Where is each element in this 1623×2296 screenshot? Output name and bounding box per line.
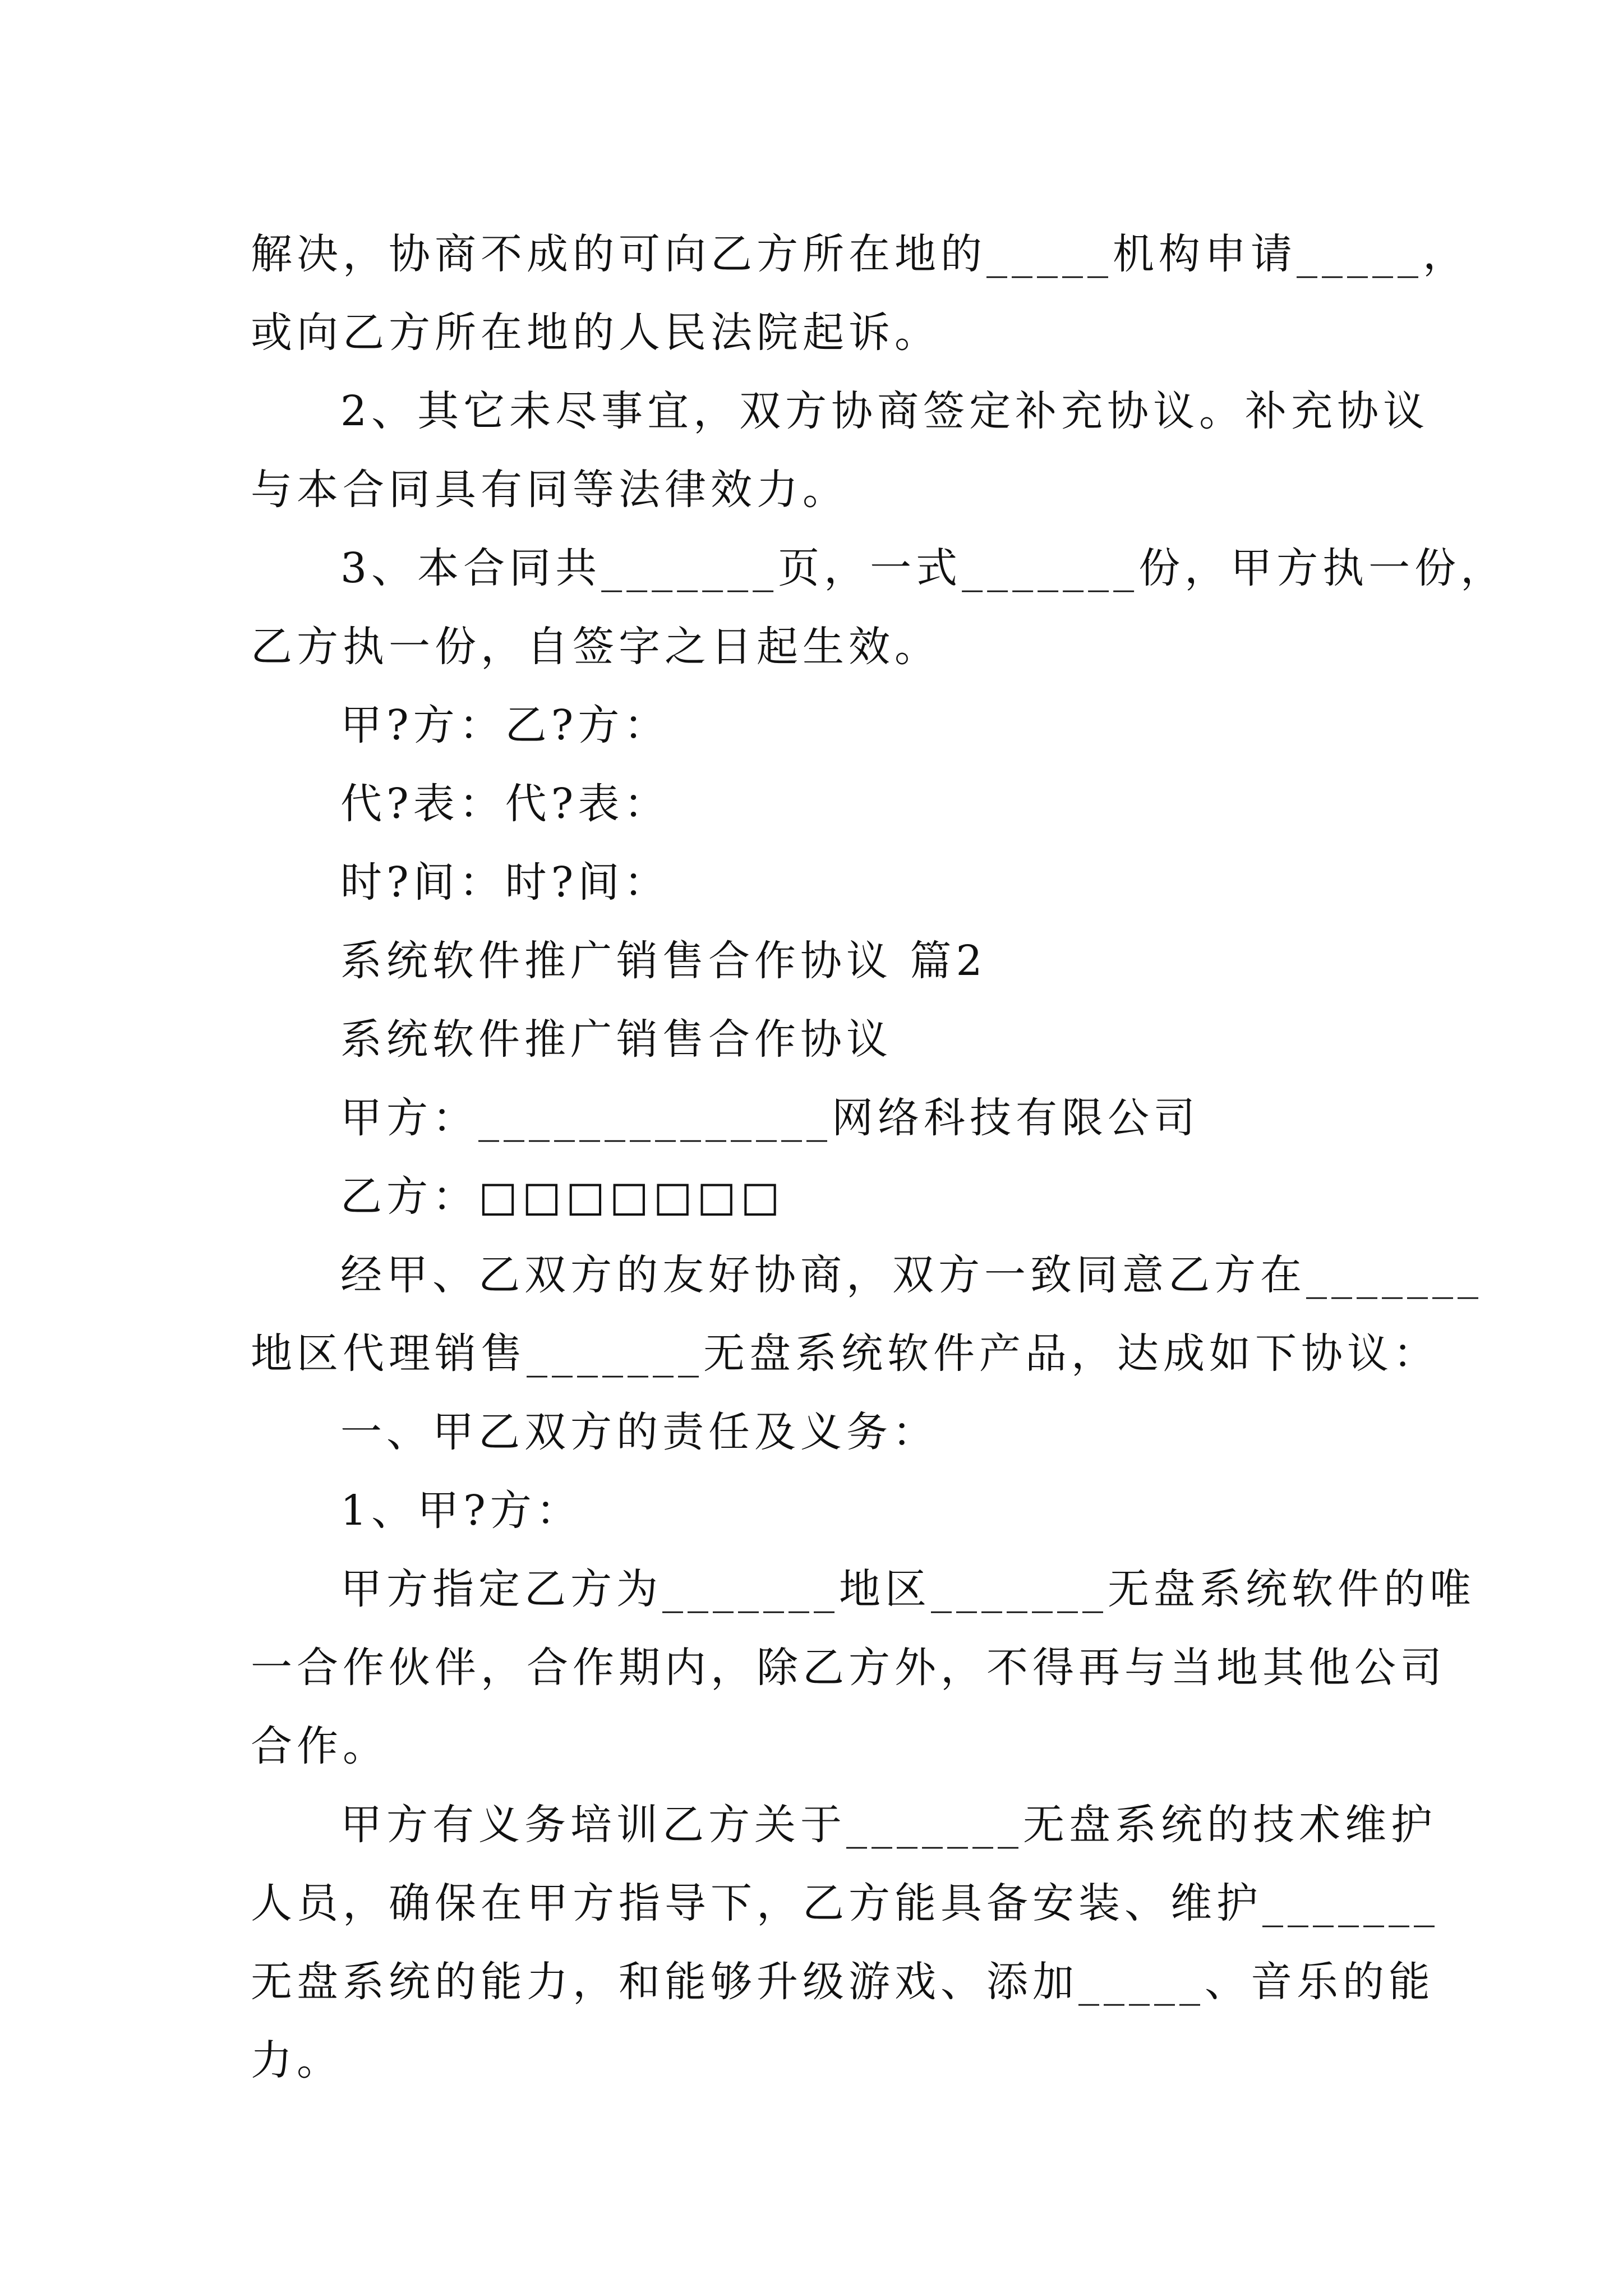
text-line: 合作。 (251, 1722, 389, 1770)
signature-line-representative: 代?表：代?表： (340, 780, 670, 828)
text-line: 解决，协商不成的可向乙方所在地的_____机构申请_____， (251, 230, 1469, 278)
text-line: 2、其它未尽事宜，双方协商签定补充协议。补充协议 (340, 387, 1430, 435)
signature-line-date: 时?间：时?间： (340, 858, 670, 907)
text-line: 乙方执一份，自签字之日起生效。 (251, 623, 940, 671)
party-a-line: 甲方：______________网络科技有限公司 (340, 1094, 1200, 1142)
section-heading: 系统软件推广销售合作协议 篇2 (340, 937, 987, 985)
party-b-line: 乙方：□□□□□□□ (340, 1172, 785, 1221)
document-body (251, 215, 1507, 2100)
text-line: 经甲、乙双方的友好协商，双方一致同意乙方在_______ (340, 1251, 1483, 1299)
signature-line-party: 甲?方：乙?方： (340, 701, 670, 749)
text-line: 甲方有义务培训乙方关于_______无盘系统的技术维护 (340, 1801, 1437, 1849)
agreement-title: 系统软件推广销售合作协议 (340, 1015, 892, 1064)
clause-heading: 一、甲乙双方的责任及义务： (340, 1408, 938, 1456)
text-line: 甲方指定乙方为_______地区_______无盘系统软件的唯 (340, 1565, 1476, 1613)
clause-subheading: 1、甲?方： (340, 1487, 582, 1535)
text-line: 人员，确保在甲方指导下，乙方能具备安装、维护_______ (251, 1879, 1439, 1927)
text-line: 3、本合同共_______页，一式_______份，甲方执一份， (340, 544, 1507, 592)
text-line: 地区代理销售_______无盘系统软件产品，达成如下协议： (251, 1329, 1439, 1378)
text-line: 无盘系统的能力，和能够升级游戏、添加_____、音乐的能 (251, 1958, 1435, 2006)
text-line: 与本合同具有同等法律效力。 (251, 466, 849, 514)
text-line: 或向乙方所在地的人民法院起诉。 (251, 309, 940, 357)
text-line: 一合作伙伴，合作期内，除乙方外，不得再与当地其他公司 (251, 1644, 1446, 1692)
text-line: 力。 (251, 2036, 343, 2085)
